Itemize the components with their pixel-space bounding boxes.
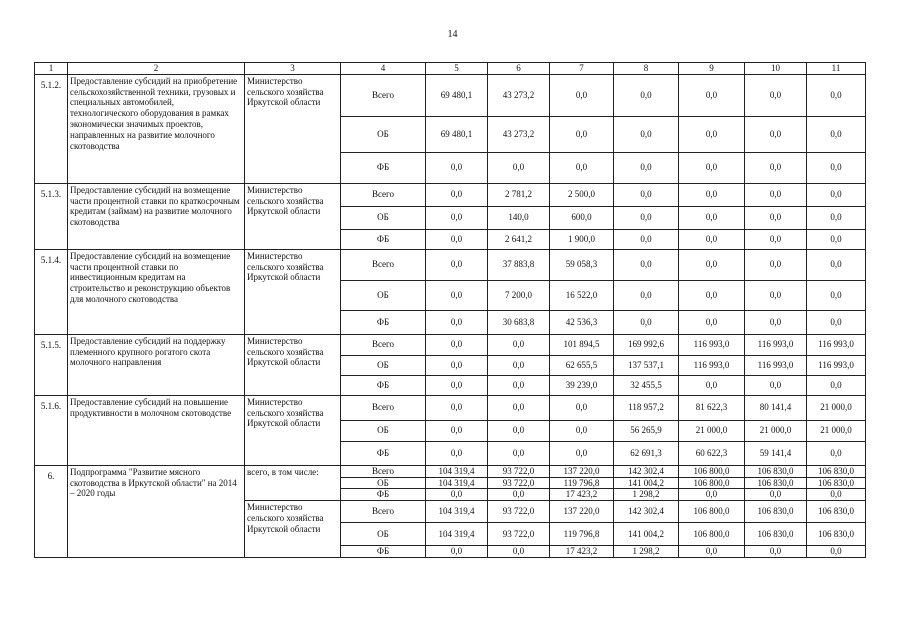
responsible-executor-cell: Министерство сельского хозяйства Иркутской области <box>245 334 341 375</box>
column-number: 6 <box>488 63 550 75</box>
activity-number-cell: 5.1.5. <box>35 334 68 395</box>
value-cell: 60 622,3 <box>679 441 745 465</box>
column-number-row <box>35 63 866 75</box>
value-cell: 0,0 <box>488 546 550 558</box>
value-cell: 43 273,2 <box>488 116 550 152</box>
responsible-executor-cell-continued <box>245 375 341 395</box>
subprogram-title-cell: Подпрограмма "Развитие мясного скотоводства в Иркутской области" на 2014 – 2020 годы <box>68 465 245 557</box>
value-cell: 32 455,5 <box>614 375 679 395</box>
value-cell: 104 319,4 <box>426 465 488 477</box>
value-cell: 0,0 <box>488 420 550 441</box>
value-cell: 42 536,3 <box>550 310 614 334</box>
value-cell: 0,0 <box>807 441 866 465</box>
value-cell: 0,0 <box>745 206 807 229</box>
table-row <box>35 334 866 355</box>
responsible-executor-cell: Министерство сельского хозяйства Иркутской области <box>245 249 341 310</box>
value-cell: 0,0 <box>745 152 807 183</box>
responsible-executor-cell-continued <box>245 152 341 183</box>
funding-source-cell: ОБ <box>341 477 426 489</box>
funding-source-cell: ОБ <box>341 355 426 375</box>
responsible-executor-cell: Министерство сельского хозяйства Иркутской области <box>245 183 341 229</box>
value-cell: 81 622,3 <box>679 395 745 420</box>
value-cell: 0,0 <box>488 489 550 501</box>
value-cell: 0,0 <box>488 355 550 375</box>
value-cell: 0,0 <box>488 152 550 183</box>
value-cell: 69 480,1 <box>426 74 488 116</box>
value-cell: 0,0 <box>426 375 488 395</box>
value-cell: 0,0 <box>550 74 614 116</box>
value-cell: 0,0 <box>426 310 488 334</box>
funding-source-cell: ОБ <box>341 206 426 229</box>
value-cell: 0,0 <box>614 183 679 206</box>
value-cell: 0,0 <box>679 206 745 229</box>
funding-source-cell: Всего <box>341 74 426 116</box>
activity-description-cell: Предоставление субсидий на приобретение сельскохозяйственной техники, грузовых и специальных автомобилей, технологического оборудования в рамках экономически значимых проектов, направленных на развитие молочного скотоводства <box>68 74 245 183</box>
funding-source-cell: ФБ <box>341 441 426 465</box>
value-cell: 106 830,0 <box>807 523 866 546</box>
value-cell: 137 537,1 <box>614 355 679 375</box>
table-row <box>35 249 866 280</box>
value-cell: 0,0 <box>679 249 745 280</box>
value-cell: 0,0 <box>745 229 807 249</box>
value-cell: 0,0 <box>679 74 745 116</box>
value-cell: 104 319,4 <box>426 523 488 546</box>
value-cell: 141 004,2 <box>614 477 679 489</box>
value-cell: 21 000,0 <box>745 420 807 441</box>
funding-source-cell: Всего <box>341 249 426 280</box>
value-cell: 0,0 <box>679 152 745 183</box>
value-cell: 80 141,4 <box>745 395 807 420</box>
value-cell: 0,0 <box>426 489 488 501</box>
funding-source-cell: ФБ <box>341 489 426 501</box>
funding-source-cell: ФБ <box>341 310 426 334</box>
table-row <box>35 395 866 420</box>
table-row <box>35 465 866 477</box>
value-cell: 17 423,2 <box>550 546 614 558</box>
funding-source-cell: ФБ <box>341 229 426 249</box>
value-cell: 17 423,2 <box>550 489 614 501</box>
value-cell: 119 796,8 <box>550 523 614 546</box>
funding-source-cell: Всего <box>341 183 426 206</box>
value-cell: 16 522,0 <box>550 280 614 310</box>
column-number: 8 <box>614 63 679 75</box>
funding-source-cell: ОБ <box>341 280 426 310</box>
value-cell: 0,0 <box>550 441 614 465</box>
funding-source-cell: Всего <box>341 465 426 477</box>
column-number: 9 <box>679 63 745 75</box>
value-cell: 0,0 <box>426 420 488 441</box>
value-cell: 0,0 <box>745 546 807 558</box>
value-cell: 0,0 <box>807 375 866 395</box>
value-cell: 116 993,0 <box>745 334 807 355</box>
value-cell: 106 800,0 <box>679 477 745 489</box>
value-cell: 0,0 <box>488 375 550 395</box>
value-cell: 59 141,4 <box>745 441 807 465</box>
column-number: 1 <box>35 63 68 75</box>
value-cell: 137 220,0 <box>550 501 614 523</box>
value-cell: 0,0 <box>679 229 745 249</box>
value-cell: 0,0 <box>745 74 807 116</box>
value-cell: 43 273,2 <box>488 74 550 116</box>
value-cell: 0,0 <box>745 375 807 395</box>
responsible-executor-cell: Министерство сельского хозяйства Иркутской области <box>245 74 341 152</box>
funding-source-cell: Всего <box>341 334 426 355</box>
value-cell: 21 000,0 <box>679 420 745 441</box>
value-cell: 0,0 <box>426 355 488 375</box>
column-number: 10 <box>745 63 807 75</box>
value-cell: 0,0 <box>614 74 679 116</box>
value-cell: 169 992,6 <box>614 334 679 355</box>
value-cell: 2 781,2 <box>488 183 550 206</box>
value-cell: 0,0 <box>426 229 488 249</box>
value-cell: 0,0 <box>807 249 866 280</box>
value-cell: 0,0 <box>679 489 745 501</box>
value-cell: 30 683,8 <box>488 310 550 334</box>
value-cell: 0,0 <box>550 420 614 441</box>
value-cell: 93 722,0 <box>488 523 550 546</box>
value-cell: 0,0 <box>807 310 866 334</box>
responsible-executor-cell: Министерство сельского хозяйства Иркутской области <box>245 501 341 546</box>
activity-number-cell: 5.1.2. <box>35 74 68 183</box>
value-cell: 0,0 <box>679 280 745 310</box>
funding-source-cell: ФБ <box>341 546 426 558</box>
funding-source-cell: Всего <box>341 501 426 523</box>
responsible-executor-cell: Министерство сельского хозяйства Иркутской области <box>245 395 341 441</box>
value-cell: 0,0 <box>807 546 866 558</box>
value-cell: 142 302,4 <box>614 501 679 523</box>
value-cell: 106 830,0 <box>745 465 807 477</box>
value-cell: 0,0 <box>426 152 488 183</box>
value-cell: 0,0 <box>426 280 488 310</box>
column-number: 2 <box>68 63 245 75</box>
value-cell: 1 298,2 <box>614 489 679 501</box>
value-cell: 0,0 <box>488 334 550 355</box>
responsible-executor-cell-continued <box>245 441 341 465</box>
funding-source-cell: ОБ <box>341 116 426 152</box>
value-cell: 0,0 <box>807 183 866 206</box>
funding-source-cell: Всего <box>341 395 426 420</box>
table-row <box>35 183 866 206</box>
value-cell: 0,0 <box>745 310 807 334</box>
value-cell: 116 993,0 <box>679 355 745 375</box>
funding-source-cell: ФБ <box>341 375 426 395</box>
value-cell: 62 691,3 <box>614 441 679 465</box>
value-cell: 0,0 <box>679 310 745 334</box>
value-cell: 0,0 <box>807 489 866 501</box>
value-cell: 0,0 <box>679 375 745 395</box>
value-cell: 104 319,4 <box>426 501 488 523</box>
value-cell: 106 830,0 <box>807 501 866 523</box>
value-cell: 0,0 <box>745 183 807 206</box>
value-cell: 0,0 <box>426 249 488 280</box>
value-cell: 106 800,0 <box>679 465 745 477</box>
page-number: 14 <box>447 29 458 40</box>
value-cell: 116 993,0 <box>807 355 866 375</box>
subprogram-number-cell: 6. <box>35 465 68 557</box>
funding-source-cell: ФБ <box>341 152 426 183</box>
value-cell: 116 993,0 <box>807 334 866 355</box>
value-cell: 93 722,0 <box>488 465 550 477</box>
column-number: 11 <box>807 63 866 75</box>
funding-source-cell: ОБ <box>341 420 426 441</box>
value-cell: 0,0 <box>426 206 488 229</box>
responsible-executor-cell-continued <box>245 310 341 334</box>
value-cell: 106 830,0 <box>807 477 866 489</box>
value-cell: 106 830,0 <box>745 501 807 523</box>
value-cell: 0,0 <box>745 249 807 280</box>
value-cell: 0,0 <box>426 395 488 420</box>
value-cell: 0,0 <box>745 489 807 501</box>
value-cell: 2 500,0 <box>550 183 614 206</box>
value-cell: 142 302,4 <box>614 465 679 477</box>
value-cell: 93 722,0 <box>488 477 550 489</box>
value-cell: 0,0 <box>679 116 745 152</box>
value-cell: 0,0 <box>488 441 550 465</box>
value-cell: 0,0 <box>614 249 679 280</box>
value-cell: 137 220,0 <box>550 465 614 477</box>
value-cell: 101 894,5 <box>550 334 614 355</box>
value-cell: 106 800,0 <box>679 501 745 523</box>
value-cell: 0,0 <box>550 395 614 420</box>
value-cell: 0,0 <box>614 310 679 334</box>
table-row <box>35 74 866 116</box>
value-cell: 0,0 <box>426 334 488 355</box>
value-cell: 0,0 <box>426 183 488 206</box>
value-cell: 0,0 <box>679 183 745 206</box>
activity-description-cell: Предоставление субсидий на поддержку племенного крупного рогатого скота молочного направления <box>68 334 245 395</box>
budget-table <box>34 62 866 558</box>
funding-source-cell: ОБ <box>341 523 426 546</box>
value-cell: 21 000,0 <box>807 395 866 420</box>
value-cell: 106 830,0 <box>745 523 807 546</box>
value-cell: 0,0 <box>550 116 614 152</box>
value-cell: 69 480,1 <box>426 116 488 152</box>
value-cell: 0,0 <box>614 152 679 183</box>
value-cell: 1 900,0 <box>550 229 614 249</box>
column-number: 5 <box>426 63 488 75</box>
value-cell: 0,0 <box>614 206 679 229</box>
subprogram-total-label-cell: всего, в том числе: <box>245 465 341 500</box>
value-cell: 0,0 <box>614 229 679 249</box>
value-cell: 0,0 <box>807 280 866 310</box>
value-cell: 0,0 <box>807 206 866 229</box>
activity-number-cell: 5.1.3. <box>35 183 68 249</box>
value-cell: 106 830,0 <box>807 465 866 477</box>
value-cell: 21 000,0 <box>807 420 866 441</box>
value-cell: 118 957,2 <box>614 395 679 420</box>
value-cell: 0,0 <box>426 546 488 558</box>
column-number: 3 <box>245 63 341 75</box>
value-cell: 56 265,9 <box>614 420 679 441</box>
value-cell: 7 200,0 <box>488 280 550 310</box>
activity-number-cell: 5.1.6. <box>35 395 68 465</box>
value-cell: 0,0 <box>807 74 866 116</box>
value-cell: 0,0 <box>426 441 488 465</box>
value-cell: 37 883,8 <box>488 249 550 280</box>
value-cell: 116 993,0 <box>745 355 807 375</box>
activity-description-cell: Предоставление субсидий на возмещение части процентной ставки по краткосрочным кредитам (займам) на развитие молочного скотоводства <box>68 183 245 249</box>
value-cell: 104 319,4 <box>426 477 488 489</box>
value-cell: 106 830,0 <box>745 477 807 489</box>
value-cell: 0,0 <box>745 116 807 152</box>
column-number: 4 <box>341 63 426 75</box>
value-cell: 1 298,2 <box>614 546 679 558</box>
value-cell: 0,0 <box>679 546 745 558</box>
activity-description-cell: Предоставление субсидий на возмещение части процентной ставки по инвестиционным кредитам на строительство и реконструкцию объектов для молочного скотоводства <box>68 249 245 334</box>
value-cell: 119 796,8 <box>550 477 614 489</box>
value-cell: 600,0 <box>550 206 614 229</box>
value-cell: 106 800,0 <box>679 523 745 546</box>
value-cell: 59 058,3 <box>550 249 614 280</box>
value-cell: 0,0 <box>614 116 679 152</box>
value-cell: 0,0 <box>807 116 866 152</box>
value-cell: 141 004,2 <box>614 523 679 546</box>
value-cell: 0,0 <box>807 229 866 249</box>
activity-number-cell: 5.1.4. <box>35 249 68 334</box>
responsible-executor-cell-continued <box>245 546 341 558</box>
value-cell: 2 641,2 <box>488 229 550 249</box>
value-cell: 93 722,0 <box>488 501 550 523</box>
responsible-executor-cell-continued <box>245 229 341 249</box>
value-cell: 0,0 <box>488 395 550 420</box>
value-cell: 62 655,5 <box>550 355 614 375</box>
value-cell: 0,0 <box>745 280 807 310</box>
value-cell: 0,0 <box>807 152 866 183</box>
value-cell: 0,0 <box>550 152 614 183</box>
value-cell: 140,0 <box>488 206 550 229</box>
column-number: 7 <box>550 63 614 75</box>
value-cell: 0,0 <box>614 280 679 310</box>
activity-description-cell: Предоставление субсидий на повышение продуктивности в молочном скотоводстве <box>68 395 245 465</box>
value-cell: 116 993,0 <box>679 334 745 355</box>
value-cell: 39 239,0 <box>550 375 614 395</box>
